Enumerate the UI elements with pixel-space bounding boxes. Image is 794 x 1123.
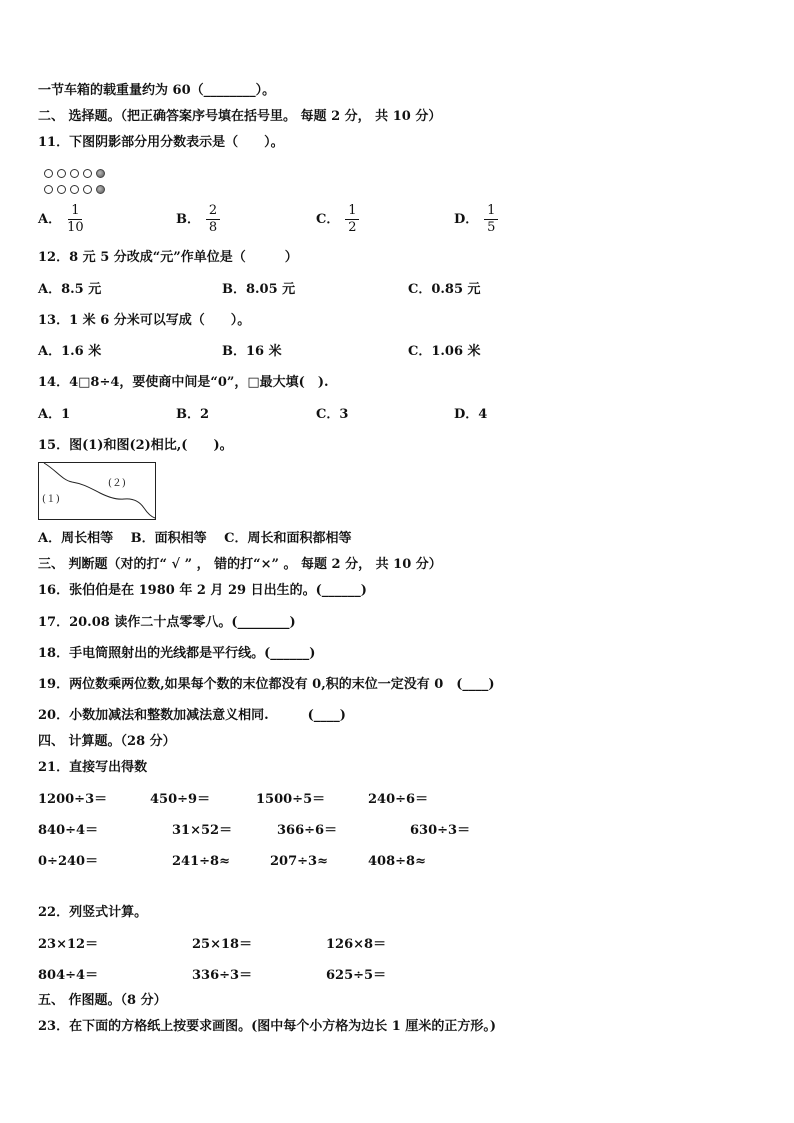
fraction — [67, 204, 84, 235]
calc-item: 450÷9＝ — [150, 792, 211, 807]
circle-icon — [70, 169, 79, 178]
calc-item: 240÷6＝ — [368, 792, 429, 807]
calc-item: 630÷3＝ — [410, 823, 471, 838]
q15-options[interactable]: A．周长相等 B．面积相等 C．周长和面积都相等 — [38, 531, 352, 546]
option-letter: C． — [316, 212, 340, 227]
option-letter: D． — [454, 212, 479, 227]
q12-option-c[interactable]: C．0.85 元 — [408, 282, 481, 297]
question-20-text: 20．小数加减法和整数加减法意义相同. (____) — [38, 708, 346, 723]
q11-option-c[interactable] — [316, 204, 359, 235]
fraction — [484, 204, 498, 235]
calc-item: 207÷3≈ — [270, 854, 328, 869]
calc-item: 1500÷5＝ — [256, 792, 326, 807]
q12-option-b[interactable]: B．8.05 元 — [222, 282, 296, 297]
calc-item: 840÷4＝ — [38, 823, 99, 838]
calc-item: 241÷8≈ — [172, 854, 230, 869]
circle-icon — [83, 169, 92, 178]
question-10-text: 一节车箱的载重量约为 60（________）。 — [38, 83, 276, 98]
fraction — [206, 204, 220, 235]
q13-option-c[interactable]: C．1.06 米 — [408, 344, 481, 359]
option-letter: A． — [38, 212, 62, 227]
question-15-text: 15．图(1)和图(2)相比,( )。 — [38, 438, 233, 453]
denominator: 10 — [67, 220, 84, 235]
section-2-heading: 二、 选择题。（把正确答案序号填在括号里。 每题 2 分， 共 10 分） — [38, 109, 442, 124]
numerator: 1 — [71, 203, 80, 218]
question-13-text: 13．1 米 6 分米可以写成（ ）。 — [38, 313, 251, 328]
calc-item: 1200÷3＝ — [38, 792, 108, 807]
q15-figure — [38, 462, 156, 520]
q13-option-b[interactable]: B．16 米 — [222, 344, 282, 359]
q12-option-a[interactable]: A．8.5 元 — [38, 282, 102, 297]
q14-option-d[interactable]: D．4 — [454, 407, 488, 422]
calc-item: 408÷8≈ — [368, 854, 426, 869]
calc-item: 625÷5＝ — [326, 968, 387, 983]
denominator: 5 — [487, 220, 496, 235]
section-3-heading: 三、 判断题（对的打“ √ ” ， 错的打“×” 。 每题 2 分， 共 10 分） — [38, 557, 442, 572]
calc-item: 31×52＝ — [172, 823, 233, 838]
circle-icon — [44, 169, 53, 178]
calc-item: 336÷3＝ — [192, 968, 253, 983]
q11-option-b[interactable] — [176, 204, 220, 235]
shaded-circle-icon — [96, 185, 105, 194]
denominator: 2 — [348, 220, 357, 235]
circle-icon — [83, 185, 92, 194]
question-23-text: 23．在下面的方格纸上按要求画图。(图中每个小方格为边长 1 厘米的正方形。) — [38, 1019, 496, 1034]
q11-option-d[interactable] — [454, 204, 498, 235]
question-16-text: 16．张伯伯是在 1980 年 2 月 29 日出生的。(______) — [38, 583, 367, 598]
q11-option-a[interactable] — [38, 204, 84, 235]
circle-icon — [57, 169, 66, 178]
option-letter: B． — [176, 212, 200, 227]
fraction — [345, 204, 359, 235]
numerator: 1 — [487, 203, 496, 218]
question-17-text: 17．20.08 读作二十点零零八。(________) — [38, 615, 296, 630]
numerator: 1 — [348, 203, 357, 218]
q14-option-b[interactable]: B．2 — [176, 407, 210, 422]
section-4-heading: 四、 计算题。（28 分） — [38, 734, 176, 749]
figure-label-2: (２) — [108, 478, 126, 489]
circle-icon — [57, 185, 66, 194]
circle-icon — [44, 185, 53, 194]
question-12-text: 12．8 元 5 分改成“元”作单位是（ ） — [38, 250, 298, 265]
calc-item: 23×12＝ — [38, 937, 99, 952]
calc-item: 25×18＝ — [192, 937, 253, 952]
q11-circles-row-2 — [44, 182, 109, 197]
q14-option-a[interactable]: A．1 — [38, 407, 71, 422]
question-14-text: 14．4□8÷4，要使商中间是“0”，□最大填( ). — [38, 375, 329, 390]
q14-option-c[interactable]: C．3 — [316, 407, 349, 422]
question-19-text: 19．两位数乘两位数,如果每个数的末位都没有 0,积的末位一定没有 0 (____) — [38, 677, 495, 692]
section-5-heading: 五、 作图题。（8 分） — [38, 993, 167, 1008]
q11-circles-row-1 — [44, 166, 109, 181]
numerator: 2 — [208, 203, 218, 218]
calc-item: 0÷240＝ — [38, 854, 99, 869]
question-18-text: 18．手电筒照射出的光线都是平行线。(______) — [38, 646, 316, 661]
calc-item: 804÷4＝ — [38, 968, 99, 983]
q13-option-a[interactable]: A．1.6 米 — [38, 344, 102, 359]
figure-label-1: (１) — [42, 494, 60, 505]
question-11-text: 11．下图阴影部分用分数表示是（ ）。 — [38, 135, 284, 150]
shaded-circle-icon — [96, 169, 105, 178]
calc-item: 126×8＝ — [326, 937, 387, 952]
question-22-text: 22．列竖式计算。 — [38, 905, 148, 920]
denominator: 8 — [208, 220, 218, 235]
calc-item: 366÷6＝ — [277, 823, 338, 838]
circle-icon — [70, 185, 79, 194]
question-21-text: 21．直接写出得数 — [38, 760, 148, 775]
